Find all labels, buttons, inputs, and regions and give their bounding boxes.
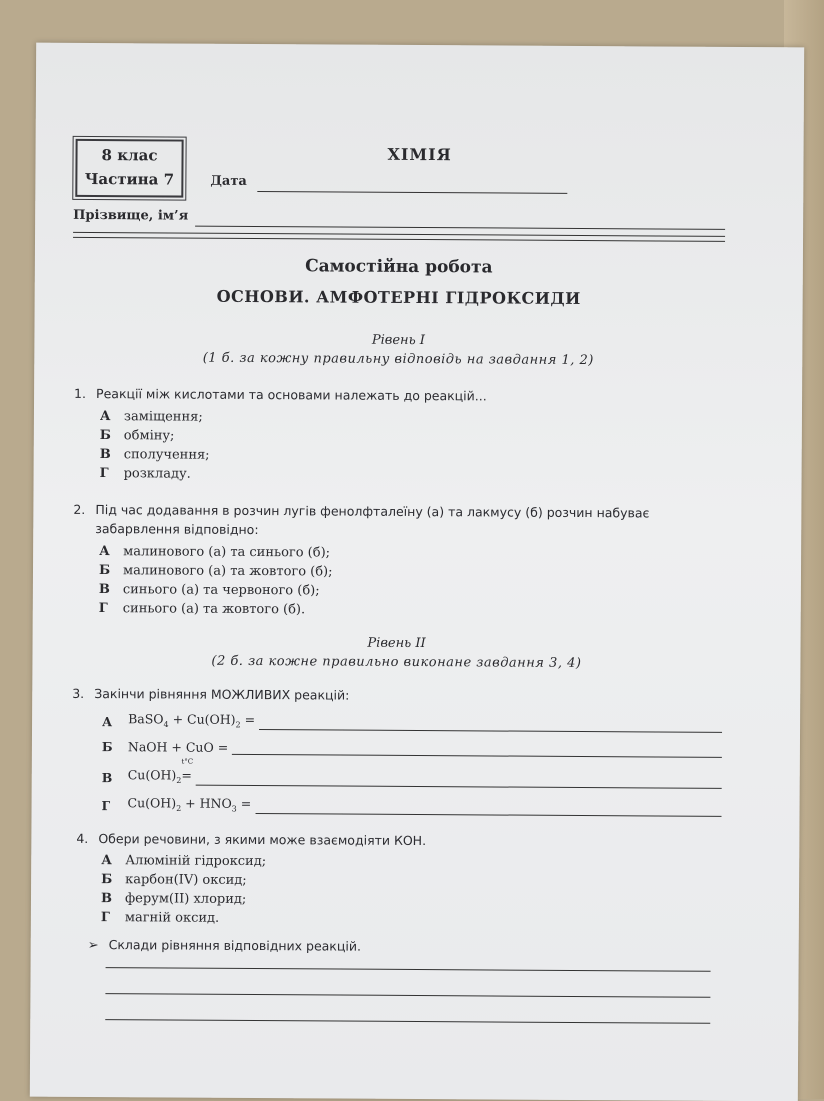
option-letter: Г <box>100 910 110 926</box>
grade-box <box>75 139 183 198</box>
option-letter: В <box>100 891 113 907</box>
option-row[interactable] <box>101 889 266 909</box>
option-row[interactable] <box>99 599 333 619</box>
question-2-options <box>99 542 333 619</box>
subscript: 2 <box>176 776 182 786</box>
option-text: карбон(IV) оксид; <box>125 872 247 888</box>
option-row[interactable] <box>100 464 210 484</box>
question-2-text-line1: Під час додавання в розчин лугів фенолфталеїну (а) та лакмусу (б) розчин набуває <box>95 502 650 521</box>
option-text: заміщення; <box>123 409 203 425</box>
equation-letter: А <box>102 713 113 729</box>
equation-answer-line[interactable] <box>259 717 722 733</box>
grade-label: 8 клас <box>101 146 158 165</box>
level-1-title: Рівень І <box>371 332 425 349</box>
equation-b <box>102 739 722 758</box>
option-text: синього (а) та червоного (б); <box>122 582 320 599</box>
equation-a <box>102 711 722 732</box>
option-row[interactable] <box>99 542 333 562</box>
formula-part: = <box>240 711 256 728</box>
equation-answer-line[interactable] <box>196 772 722 788</box>
option-text: малинового (а) та синього (б); <box>123 544 331 561</box>
question-1-number: 1. <box>74 385 87 401</box>
option-letter: Г <box>99 466 109 482</box>
arrow-bullet-icon: ➢ <box>87 937 99 954</box>
option-text: Алюміній гідроксид; <box>125 853 267 870</box>
question-2 <box>73 502 733 521</box>
formula-part: = <box>181 767 192 783</box>
option-text: обміну; <box>123 428 175 444</box>
worksheet-title: Самостійна робота <box>305 256 493 278</box>
option-letter: А <box>99 409 111 425</box>
answer-line-2[interactable] <box>105 993 710 998</box>
option-row[interactable] <box>100 407 210 427</box>
subscript: 2 <box>235 720 241 730</box>
name-field[interactable] <box>195 226 725 230</box>
equation-text <box>127 757 194 786</box>
equation-letter: Б <box>101 739 113 755</box>
sub-task <box>88 937 361 955</box>
option-text: розкладу. <box>123 466 191 482</box>
question-1-options <box>100 407 210 484</box>
subject-title: ХІМІЯ <box>387 144 452 165</box>
option-letter: Б <box>98 563 111 579</box>
question-3 <box>72 686 349 703</box>
question-2-number: 2. <box>73 501 86 517</box>
equation-answer-line[interactable] <box>255 801 721 817</box>
option-row[interactable] <box>100 445 210 465</box>
question-4 <box>76 831 426 848</box>
option-row[interactable] <box>99 561 333 581</box>
formula-part: BaSO <box>128 711 164 727</box>
date-label: Дата <box>210 173 247 189</box>
question-4-text: Обери речовини, з якими може взаємодіяти КОН. <box>98 831 427 849</box>
equation-d <box>102 795 722 816</box>
formula-part: Cu(OH) <box>127 795 177 811</box>
part-label: Частина 7 <box>84 169 175 189</box>
question-4-number: 4. <box>76 830 89 846</box>
option-letter: Г <box>98 601 108 617</box>
question-1 <box>74 386 487 404</box>
formula-part: + HNO <box>181 795 232 811</box>
option-text: малинового (а) та жовтого (б); <box>122 563 333 580</box>
formula-part: + Cu(OH) <box>168 711 236 727</box>
equation-text: NaOH + CuO = <box>127 739 229 755</box>
option-letter: А <box>101 853 112 869</box>
option-letter: Б <box>101 872 113 888</box>
level-2-note: (2 б. за кожне правильно виконане завдання 3, 4) <box>211 653 582 672</box>
level-1-note: (1 б. за кожну правильну відповідь на завдання 1, 2) <box>202 350 594 369</box>
option-letter: В <box>98 582 110 598</box>
question-3-text: Закінчи рівняння МОЖЛИВИХ реакцій: <box>94 686 350 703</box>
equation-answer-line[interactable] <box>232 742 722 758</box>
answer-line-3[interactable] <box>105 1019 710 1024</box>
option-letter: Б <box>99 428 111 444</box>
formula-part: = <box>236 795 252 811</box>
equation-letter: В <box>101 769 113 785</box>
level-2-title: Рівень ІІ <box>367 635 426 652</box>
equation-c <box>101 757 722 788</box>
question-3-number: 3. <box>72 685 85 701</box>
equation-text <box>128 795 252 813</box>
question-1-text: Реакції між кислотами та основами належать до реакцій... <box>96 386 487 404</box>
worksheet-page <box>30 43 804 1101</box>
option-row[interactable] <box>100 426 210 446</box>
question-4-options <box>101 851 266 928</box>
subscript: 4 <box>163 719 169 729</box>
question-2-text-line2: забарвлення відповідно: <box>95 521 259 538</box>
option-row[interactable] <box>99 580 333 600</box>
header-divider <box>73 232 725 242</box>
option-row[interactable] <box>101 870 266 890</box>
option-row[interactable] <box>101 908 266 928</box>
answer-line-1[interactable] <box>106 967 711 972</box>
subscript: 3 <box>231 804 237 814</box>
option-text: сполучення; <box>123 447 210 463</box>
option-letter: В <box>99 447 111 463</box>
option-letter: А <box>99 544 110 560</box>
option-text: синього (а) та жовтого (б). <box>122 601 306 618</box>
option-text: магній оксид. <box>124 910 220 926</box>
equation-text <box>128 711 255 729</box>
subscript: 2 <box>176 804 182 814</box>
date-field[interactable] <box>257 191 567 194</box>
formula-part: Cu(OH) <box>127 767 177 783</box>
option-text: ферум(ІІ) хлорид; <box>124 891 247 907</box>
option-row[interactable] <box>101 851 266 871</box>
worksheet-topic: ОСНОВИ. АМФОТЕРНІ ГІДРОКСИДИ <box>216 286 581 308</box>
equation-letter: Г <box>101 797 111 813</box>
name-label: Прізвище, ім’я <box>73 207 189 224</box>
sub-task-text: Склади рівняння відповідних реакцій. <box>108 937 362 954</box>
temperature-label: t°C <box>181 757 194 766</box>
